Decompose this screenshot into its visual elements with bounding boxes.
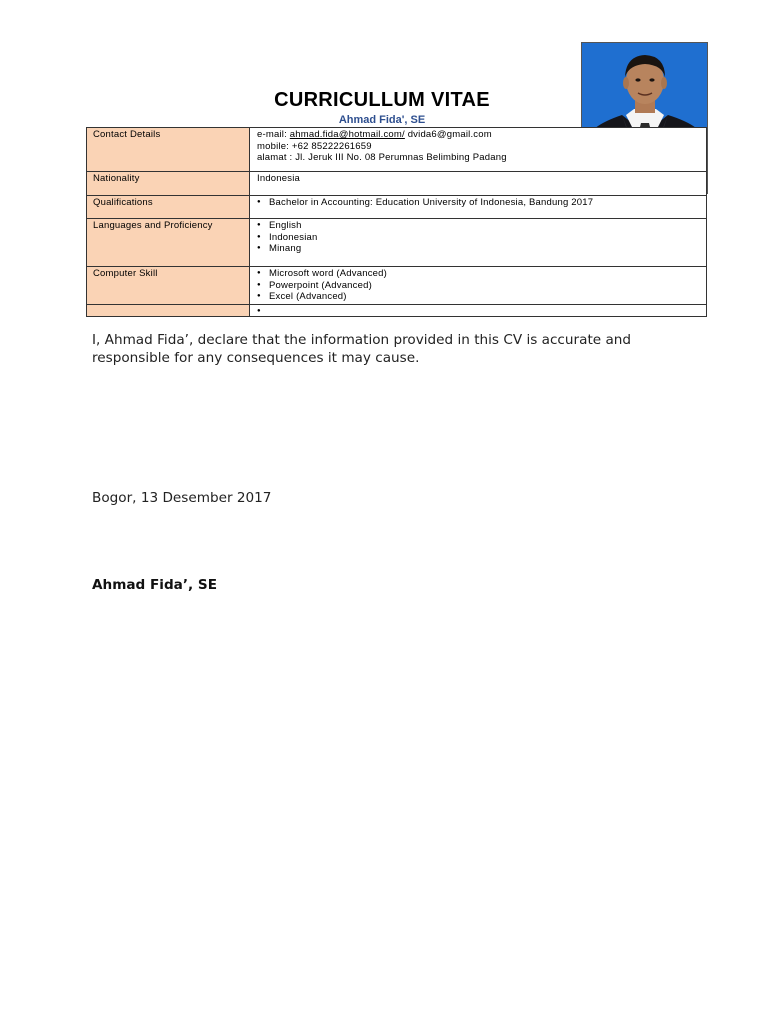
empty-label <box>87 304 250 316</box>
languages-value <box>250 219 707 267</box>
email-secondary: dvida6@gmail.com <box>404 129 492 140</box>
list-item: ● Powerpoint (Advanced) <box>257 280 700 292</box>
table-row-languages <box>87 219 707 267</box>
table-row-qualifications <box>87 196 707 219</box>
qualifications-label: Qualifications <box>87 196 250 219</box>
nationality-value: Indonesia <box>250 172 707 196</box>
table-row-empty <box>87 304 707 316</box>
candidate-name: Ahmad Fida', SE <box>338 114 426 126</box>
computer-label: Computer Skill <box>87 267 250 305</box>
list-item: ● Bachelor in Accounting: Education University of Indonesia, Bandung 2017 <box>257 197 700 209</box>
table-row-contact <box>87 128 707 172</box>
table-row-nationality <box>87 172 707 196</box>
list-item: ● Indonesian <box>257 232 700 244</box>
list-item: ● Microsoft word (Advanced) <box>257 268 700 280</box>
list-item: ● Excel (Advanced) <box>257 291 700 303</box>
list-item: ● English <box>257 220 700 232</box>
signature-name: Ahmad Fida’, SE <box>92 577 217 593</box>
empty-value <box>250 304 707 316</box>
email-prefix: e-mail: <box>257 129 290 140</box>
languages-label: Languages and Proficiency <box>87 219 250 267</box>
computer-skill-list <box>257 268 700 303</box>
computer-value <box>250 267 707 305</box>
email-link[interactable]: ahmad.fida@hotmail.com/ <box>289 129 405 140</box>
qualifications-list <box>257 197 700 209</box>
place-date: Bogor, 13 Desember 2017 <box>92 490 272 506</box>
mobile-line: mobile: +62 85222261659 <box>257 140 372 152</box>
languages-list <box>257 220 700 255</box>
email-line <box>257 129 700 141</box>
contact-label: Contact Details <box>87 128 250 172</box>
table-row-computer <box>87 267 707 305</box>
qualifications-value <box>250 196 707 219</box>
contact-value <box>250 128 707 172</box>
document-title: CURRICULLUM VITAE <box>274 89 490 111</box>
nationality-label: Nationality <box>87 172 250 196</box>
cv-details-table <box>86 127 707 317</box>
list-item: ● Minang <box>257 243 700 255</box>
address-line: alamat : Jl. Jeruk III No. 08 Perumnas Belimbing Padang <box>257 152 507 164</box>
declaration-text: I, Ahmad Fida’, declare that the information provided in this CV is accurate and responsible for any consequences it may cause. <box>92 332 632 366</box>
